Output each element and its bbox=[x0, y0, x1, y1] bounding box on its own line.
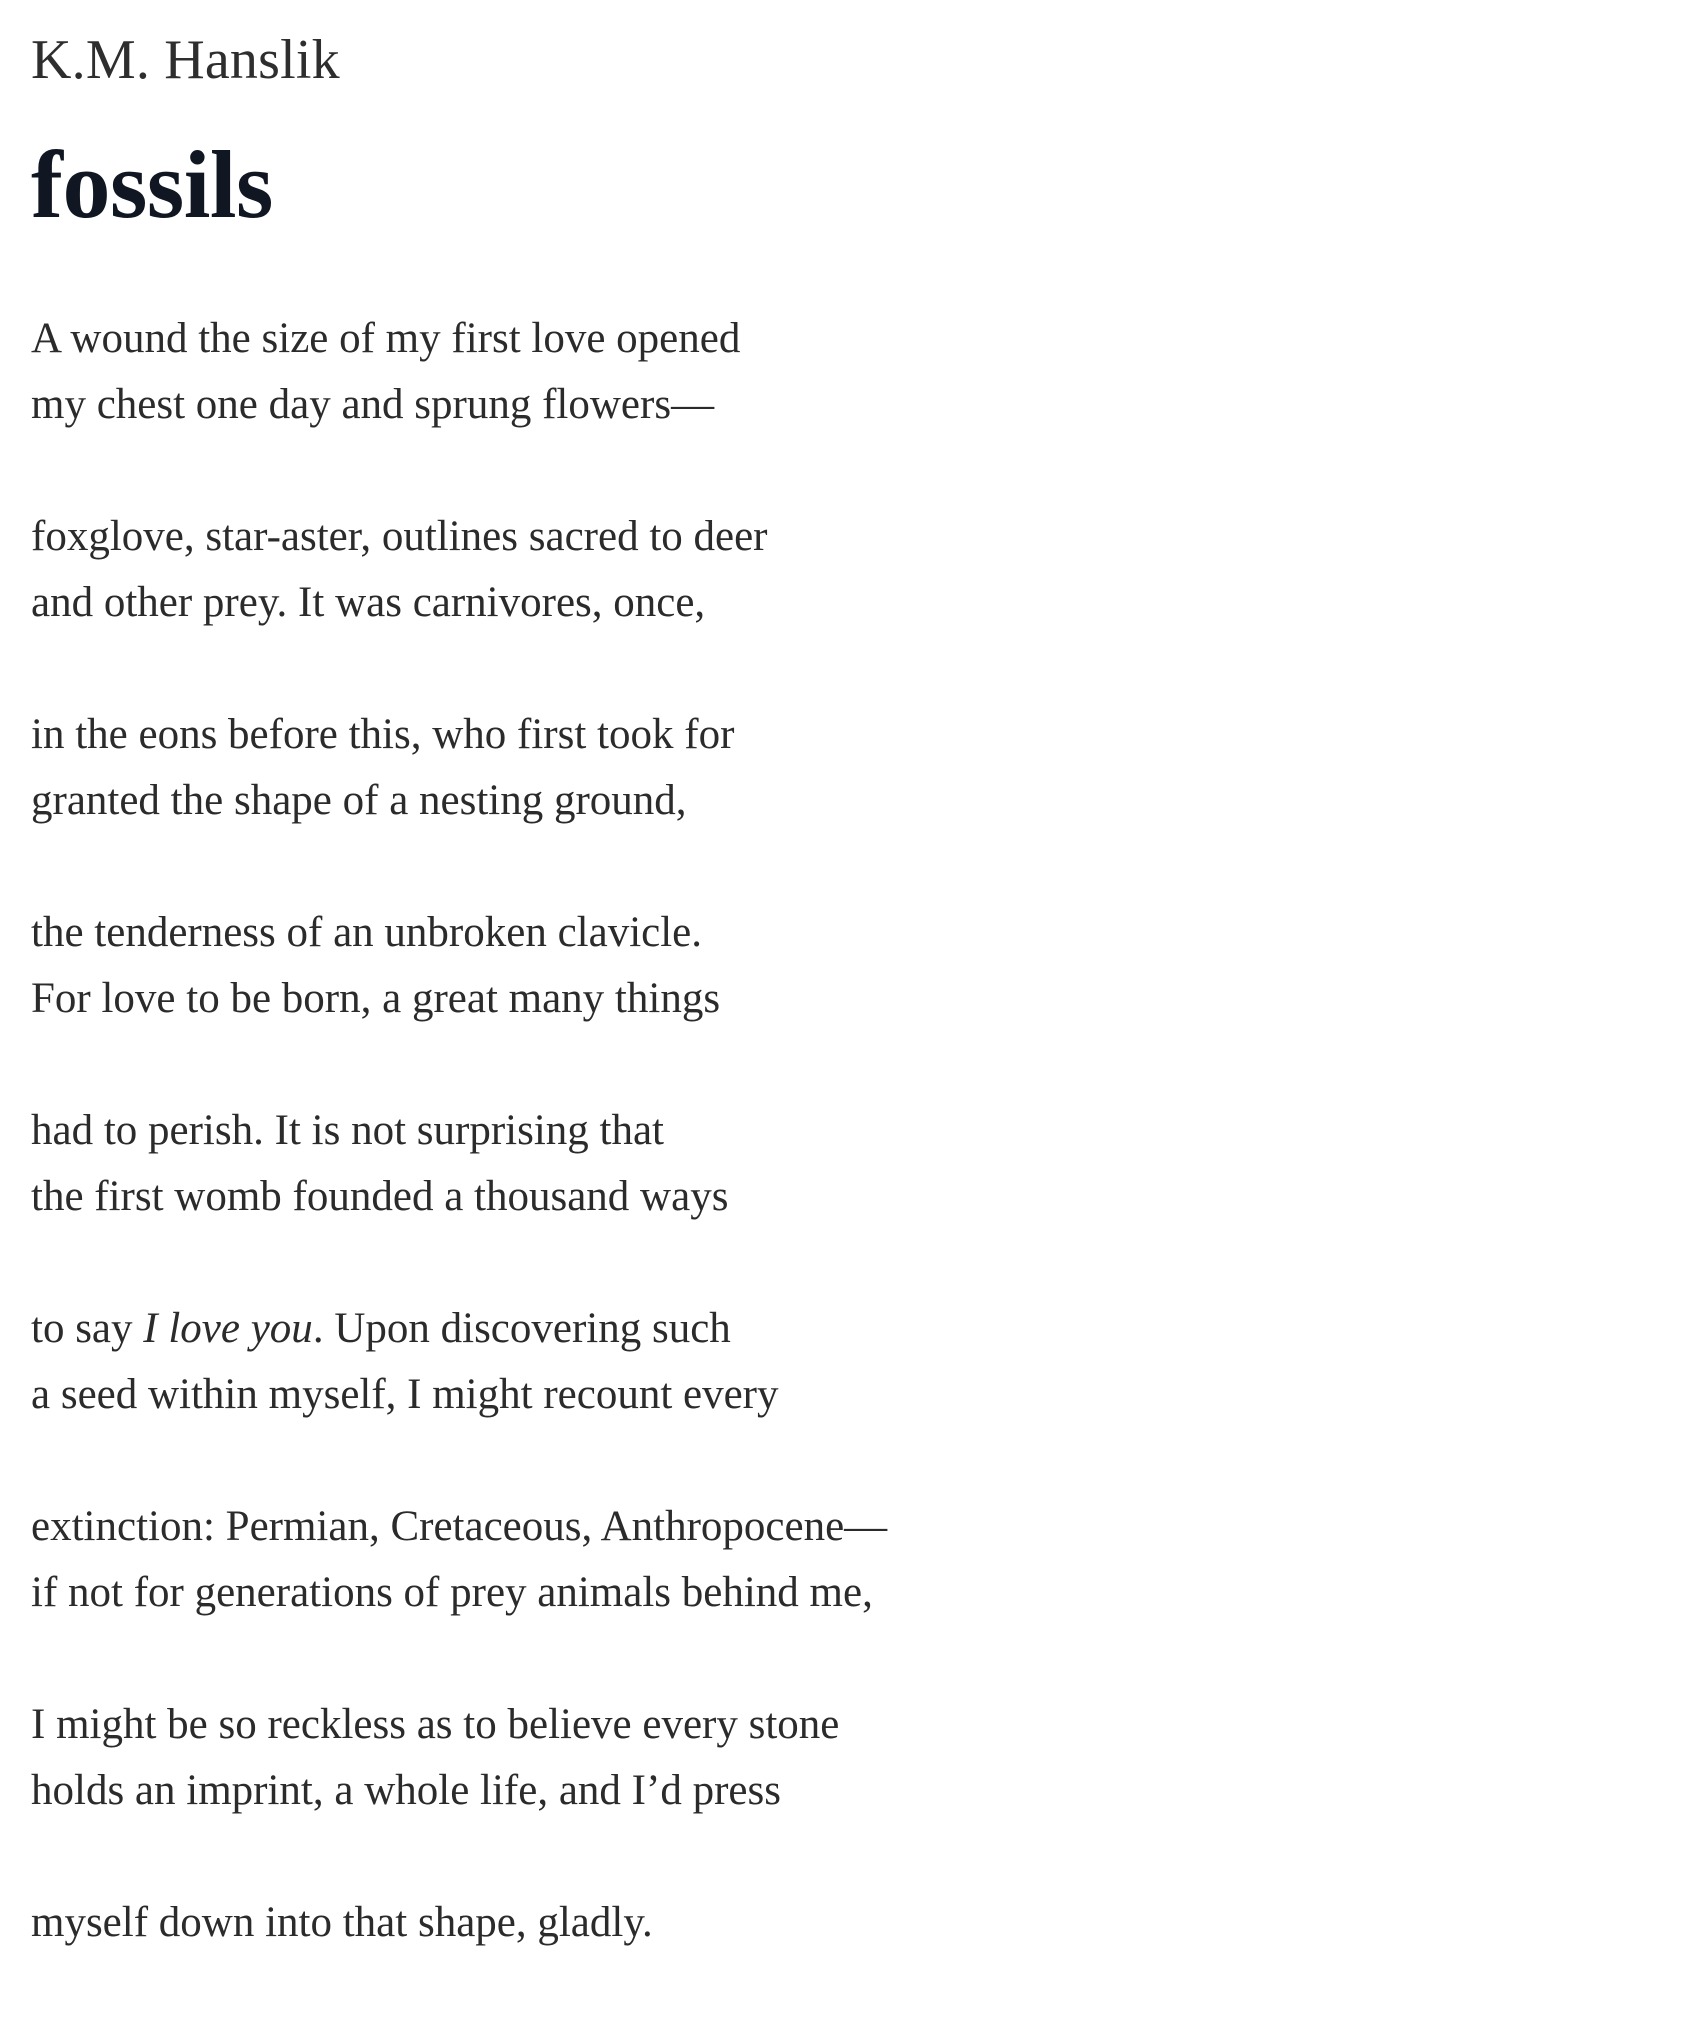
poem-line: I might be so reckless as to believe every stone bbox=[31, 1701, 840, 1748]
line-text-before: to say bbox=[31, 1305, 144, 1352]
stanza-8 bbox=[31, 1692, 1231, 1824]
poem-line: For love to be born, a great many things bbox=[31, 975, 721, 1022]
italic-phrase: I love you bbox=[143, 1305, 313, 1352]
poem-body bbox=[31, 306, 1231, 1956]
poem-line: the first womb founded a thousand ways bbox=[31, 1173, 729, 1220]
poem-page bbox=[31, 22, 1231, 2022]
stanza-3 bbox=[31, 702, 1231, 834]
poem-line: had to perish. It is not surprising that bbox=[31, 1107, 664, 1154]
poem-line: my chest one day and sprung flowers— bbox=[31, 381, 715, 428]
line-text-after: . Upon discovering such bbox=[312, 1305, 731, 1352]
poem-line: a seed within myself, I might recount every bbox=[31, 1371, 779, 1418]
stanza-6 bbox=[31, 1296, 1231, 1428]
poem-line: in the eons before this, who first took for bbox=[31, 711, 735, 758]
poem-line: foxglove, star-aster, outlines sacred to deer bbox=[31, 513, 768, 560]
poem-line: and other prey. It was carnivores, once, bbox=[31, 579, 706, 626]
poem-line: granted the shape of a nesting ground, bbox=[31, 777, 687, 824]
poem-line: the tenderness of an unbroken clavicle. bbox=[31, 909, 703, 956]
stanza-2 bbox=[31, 504, 1231, 636]
stanza-7 bbox=[31, 1494, 1231, 1626]
author-name: K.M. Hanslik bbox=[31, 29, 340, 91]
poem-line: A wound the size of my first love opened bbox=[31, 315, 741, 362]
stanza-5 bbox=[31, 1098, 1231, 1230]
poem-title: fossils bbox=[31, 131, 273, 238]
poem-line bbox=[31, 1296, 1231, 1362]
poem-line: if not for generations of prey animals behind me, bbox=[31, 1569, 873, 1616]
stanza-4 bbox=[31, 900, 1231, 1032]
stanza-9 bbox=[31, 1890, 1231, 1956]
poem-line: extinction: Permian, Cretaceous, Anthropocene— bbox=[31, 1503, 888, 1550]
stanza-1 bbox=[31, 306, 1231, 438]
poem-line: holds an imprint, a whole life, and I’d press bbox=[31, 1767, 781, 1814]
poem-line: myself down into that shape, gladly. bbox=[31, 1899, 653, 1946]
